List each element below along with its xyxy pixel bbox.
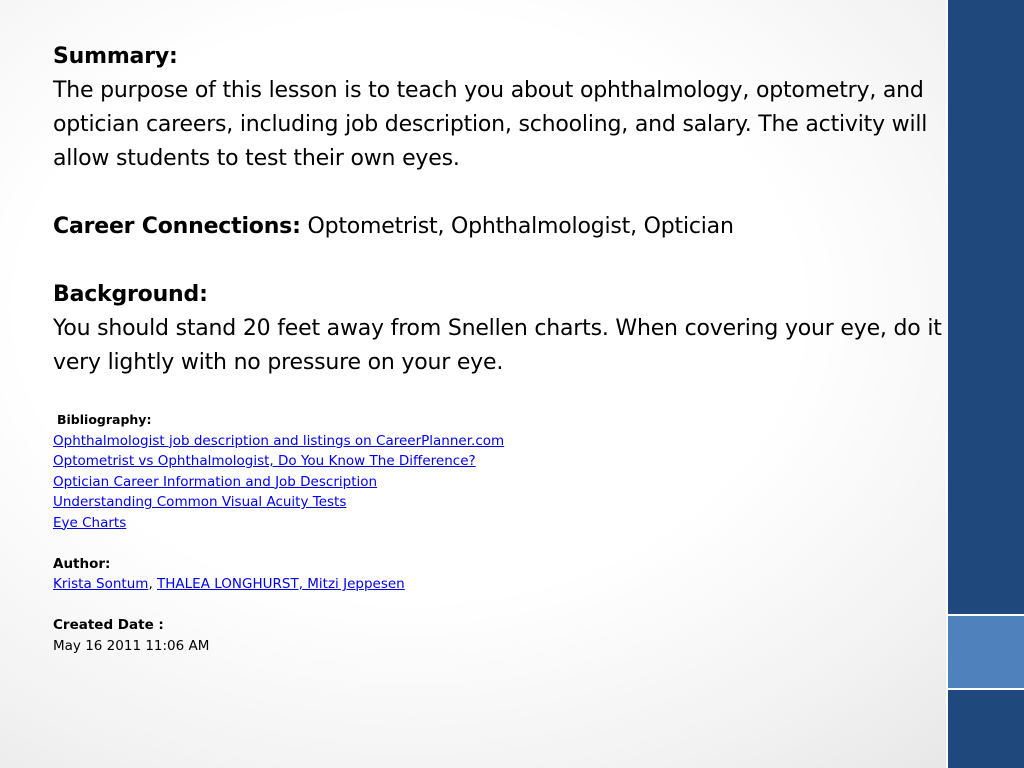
spacer [53,176,943,210]
author-link-longhurst-jeppesen[interactable]: THALEA LONGHURST, Mitzi Jeppesen [157,576,405,592]
summary-section [53,40,943,176]
author-heading: Author: [53,555,111,572]
bib-link-visual-acuity-tests[interactable]: Understanding Common Visual Acuity Tests [53,494,347,510]
summary-text: The purpose of this lesson is to teach you about ophthalmology, optometry, and optician careers, including job description, schooling, and salary. The activity will allow students to test their own eyes. [53,78,928,171]
bib-link-optometrist-vs-ophthalmologist[interactable]: Optometrist vs Ophthalmologist, Do You Know The Difference? [53,453,476,469]
bib-link-eye-charts[interactable]: Eye Charts [53,514,127,531]
bibliography-heading: Bibliography: [57,412,152,427]
spacer [53,595,943,616]
summary-heading: Summary: [53,44,178,69]
bibliography-section [53,410,943,656]
bib-link-ophthalmologist[interactable]: Ophthalmologist job description and listings on CareerPlanner.com [53,432,505,449]
bib-link-optician-career[interactable]: Optician Career Information and Job Description [53,473,378,490]
spacer [53,380,943,408]
career-heading: Career Connections: [53,214,301,239]
career-section [53,210,943,244]
spacer [53,533,943,554]
right-sidebar-bar [946,0,1024,768]
career-text: Optometrist, Ophthalmologist, Optician [300,214,734,239]
background-section [53,278,943,380]
spacer [53,244,943,278]
author-line [53,574,943,595]
sidebar-accent-block [948,614,1024,690]
background-text: You should stand 20 feet away from Snellen charts. When covering your eye, do it very lightly with no pressure on your eye. [53,316,942,375]
created-date-value: May 16 2011 11:06 AM [53,637,210,654]
slide-content [53,40,943,656]
created-date-heading: Created Date : [53,617,164,633]
background-heading: Background: [53,282,208,307]
author-separator: , [148,576,158,592]
author-link-krista-sontum[interactable]: Krista Sontum [53,576,149,592]
